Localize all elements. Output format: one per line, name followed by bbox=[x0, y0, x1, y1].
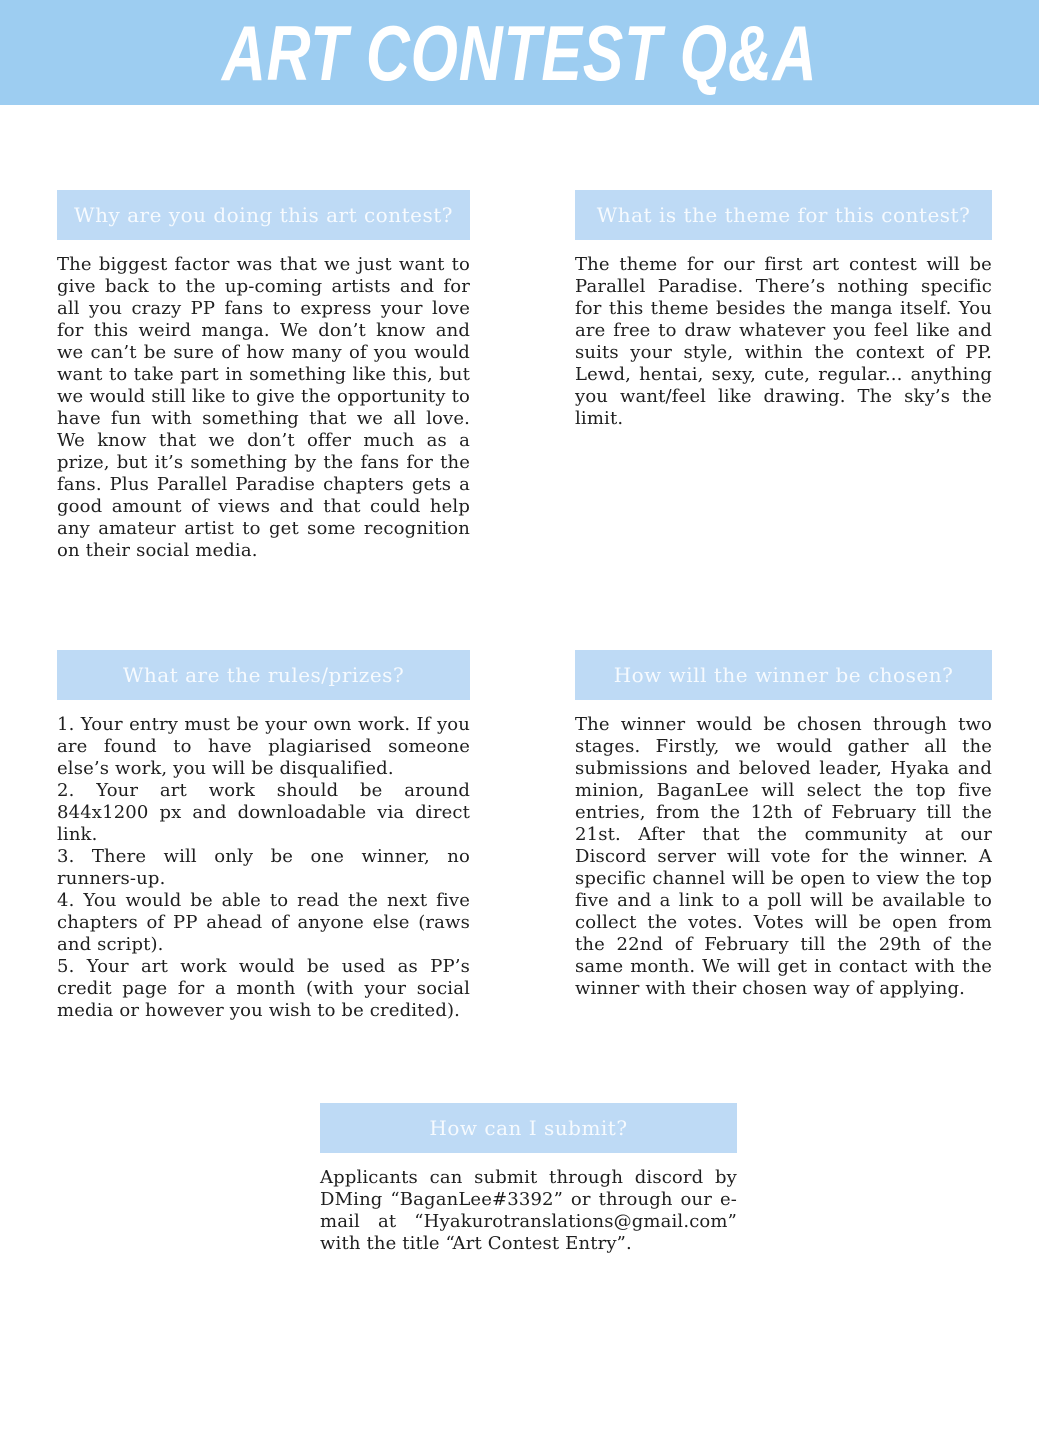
question-label: Why are you doing this art contest? bbox=[74, 203, 453, 227]
page-banner bbox=[0, 0, 1039, 105]
answer-winner-chosen: The winner would be chosen through two stages. Firstly, we would gather all the submissions and beloved leader, Hyaka and minion, BaganLee will select the top five entries, from the 12th of February till the 21st. After that the community at our Discord server will vote for the winner. A specific channel will be open to view the top five and a link to a poll will be available to collect the votes. Votes will be open from the 22nd of February till the 29th of the same month. We will get in contact with the winner with their chosen way of applying. bbox=[575, 714, 992, 999]
question-box-why-art-contest bbox=[57, 190, 470, 240]
rule-item-5: 5. Your art work would be used as PP’s credit page for a month (with your social media or however you wish to be credited). bbox=[57, 956, 470, 1021]
rule-item-4: 4. You would be able to read the next five chapters of PP ahead of anyone else (raws and script). bbox=[57, 890, 470, 955]
question-box-theme bbox=[575, 190, 992, 240]
answer-rules-prizes bbox=[57, 714, 470, 1022]
rule-item-1: 1. Your entry must be your own work. If you are found to have plagiarised someone else’s work, you will be disqualified. bbox=[57, 714, 470, 779]
answer-how-submit: Applicants can submit through discord by DMing “BaganLee#3392” or through our e-mail at “Hyakurotranslations@gmail.com” with the title “Art Contest Entry”. bbox=[320, 1167, 737, 1254]
rule-item-2: 2. Your art work should be around 844x1200 px and downloadable via direct link. bbox=[57, 780, 470, 845]
question-box-how-submit bbox=[320, 1103, 737, 1153]
page-title: ART CONTEST Q&A bbox=[221, 8, 818, 97]
rule-item-3: 3. There will only be one winner, no runners-up. bbox=[57, 846, 470, 889]
question-box-rules-prizes bbox=[57, 650, 470, 700]
question-label: How will the winner be chosen? bbox=[613, 663, 954, 687]
answer-theme: The theme for our first art contest will be Parallel Paradise. There’s nothing specific for this theme besides the manga itself. You are free to draw whatever you feel like and suits your style, within the context of PP. Lewd, hentai, sexy, cute, regular... anything you want/feel like drawing. The sky’s the limit. bbox=[575, 254, 992, 429]
answer-why-art-contest: The biggest factor was that we just want to give back to the up-coming artists and for all you crazy PP fans to express your love for this weird manga. We don’t know and we can’t be sure of how many of you would want to take part in something like this, but we would still like to give the opportunity to have fun with something that we all love. We know that we don’t offer much as a prize, but it’s something by the fans for the fans. Plus Parallel Paradise chapters gets a good amount of views and that could help any amateur artist to get some recognition on their social media. bbox=[57, 254, 470, 561]
question-label: How can I submit? bbox=[429, 1116, 628, 1140]
question-label: What are the rules/prizes? bbox=[122, 663, 405, 687]
question-box-winner-chosen bbox=[575, 650, 992, 700]
question-label: What is the theme for this contest? bbox=[596, 203, 971, 227]
